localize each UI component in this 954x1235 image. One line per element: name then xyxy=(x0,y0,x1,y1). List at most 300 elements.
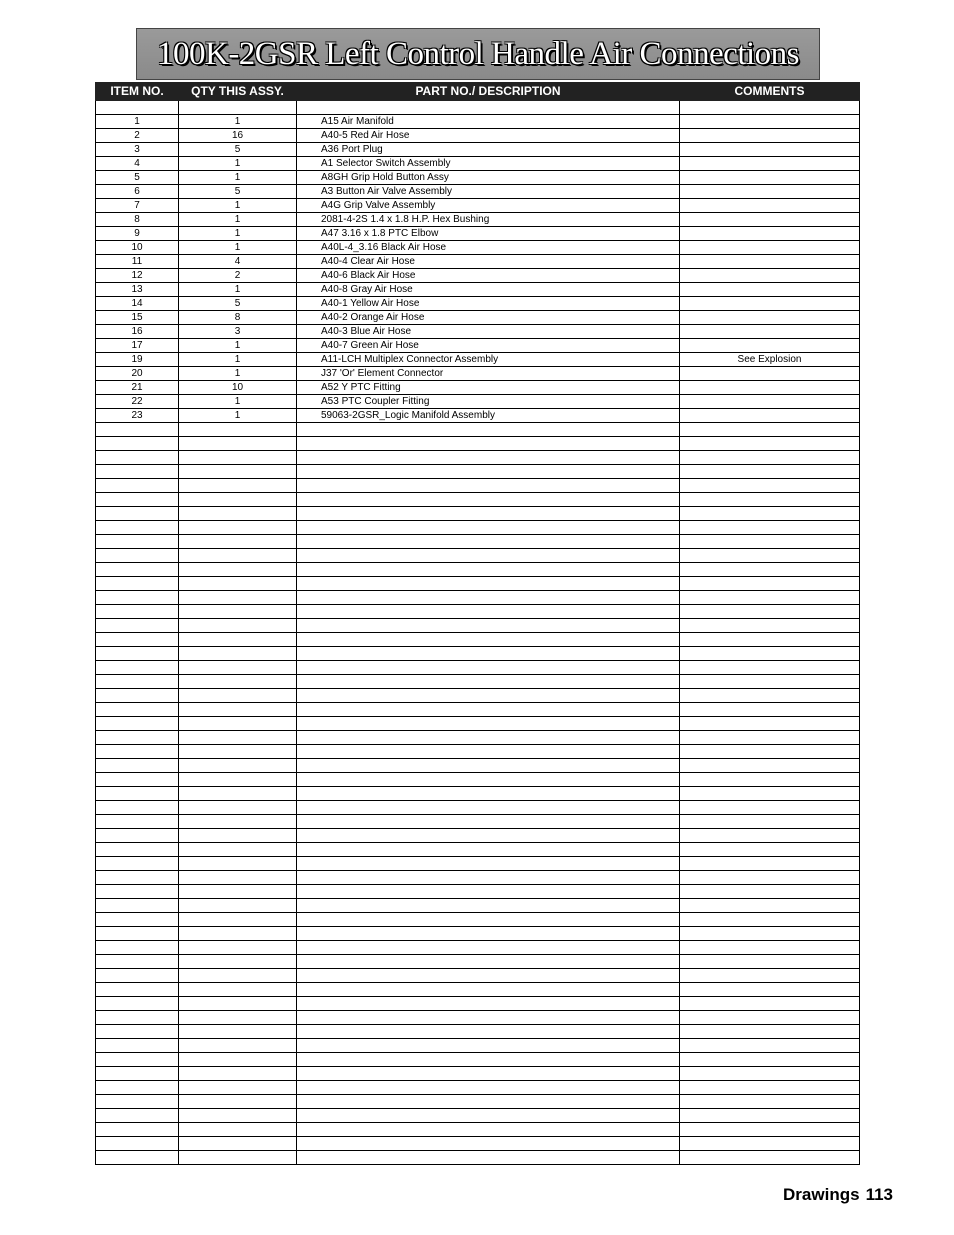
qty-cell: 4 xyxy=(179,255,297,269)
empty-cell xyxy=(680,983,860,997)
empty-cell xyxy=(179,703,297,717)
empty-cell xyxy=(680,633,860,647)
table-row xyxy=(96,311,860,325)
empty-cell xyxy=(297,1011,680,1025)
empty-cell xyxy=(297,437,680,451)
comments-cell xyxy=(680,283,860,297)
qty-cell: 1 xyxy=(179,241,297,255)
empty-cell xyxy=(297,1095,680,1109)
qty-cell: 3 xyxy=(179,325,297,339)
empty-cell xyxy=(297,857,680,871)
empty-cell xyxy=(680,465,860,479)
empty-cell xyxy=(179,1039,297,1053)
table-row-empty xyxy=(96,955,860,969)
empty-cell xyxy=(297,1067,680,1081)
empty-cell xyxy=(96,717,179,731)
empty-cell xyxy=(680,493,860,507)
table-row-empty xyxy=(96,1011,860,1025)
qty-cell: 1 xyxy=(179,409,297,423)
description-cell: A11-LCH Multiplex Connector Assembly xyxy=(297,353,680,367)
empty-cell xyxy=(179,955,297,969)
empty-cell xyxy=(680,1025,860,1039)
empty-cell xyxy=(96,689,179,703)
empty-cell xyxy=(179,465,297,479)
empty-cell xyxy=(297,465,680,479)
qty-cell: 1 xyxy=(179,171,297,185)
empty-cell xyxy=(96,591,179,605)
empty-cell xyxy=(96,563,179,577)
table-row-empty xyxy=(96,1151,860,1165)
empty-cell xyxy=(96,479,179,493)
empty-cell xyxy=(680,535,860,549)
table-row xyxy=(96,297,860,311)
empty-cell xyxy=(680,577,860,591)
footer-section: Drawings xyxy=(783,1185,860,1204)
empty-cell xyxy=(179,675,297,689)
empty-cell xyxy=(179,941,297,955)
empty-cell xyxy=(179,815,297,829)
table-row-empty xyxy=(96,745,860,759)
page-title: 100K-2GSR Left Control Handle Air Connections xyxy=(156,35,799,72)
empty-cell xyxy=(297,675,680,689)
empty-cell xyxy=(297,801,680,815)
empty-cell xyxy=(680,969,860,983)
empty-cell xyxy=(680,801,860,815)
empty-cell xyxy=(680,451,860,465)
item-no-cell: 2 xyxy=(96,129,179,143)
empty-cell xyxy=(179,689,297,703)
comments-cell xyxy=(680,129,860,143)
table-row xyxy=(96,143,860,157)
item-no-cell: 6 xyxy=(96,185,179,199)
qty-cell: 5 xyxy=(179,297,297,311)
empty-cell xyxy=(297,843,680,857)
empty-cell xyxy=(680,731,860,745)
table-row-empty xyxy=(96,437,860,451)
empty-cell xyxy=(179,1011,297,1025)
comments-cell xyxy=(680,325,860,339)
comments-cell xyxy=(680,255,860,269)
empty-cell xyxy=(680,815,860,829)
empty-cell xyxy=(297,983,680,997)
table-row-empty xyxy=(96,633,860,647)
empty-cell xyxy=(680,1053,860,1067)
empty-cell xyxy=(96,969,179,983)
empty-cell xyxy=(680,1081,860,1095)
table-row-empty xyxy=(96,493,860,507)
table-row xyxy=(96,227,860,241)
table-row-empty xyxy=(96,661,860,675)
table-row xyxy=(96,381,860,395)
description-cell: A40-1 Yellow Air Hose xyxy=(297,297,680,311)
empty-cell xyxy=(179,843,297,857)
empty-cell xyxy=(96,647,179,661)
comments-cell xyxy=(680,143,860,157)
item-no-cell: 11 xyxy=(96,255,179,269)
empty-cell xyxy=(297,479,680,493)
qty-cell: 1 xyxy=(179,353,297,367)
table-row xyxy=(96,129,860,143)
comments-cell xyxy=(680,311,860,325)
table-body xyxy=(96,101,860,1165)
comments-cell xyxy=(680,409,860,423)
item-no-cell: 3 xyxy=(96,143,179,157)
table-row-empty xyxy=(96,1109,860,1123)
empty-cell xyxy=(297,913,680,927)
qty-cell: 1 xyxy=(179,115,297,129)
description-cell: A15 Air Manifold xyxy=(297,115,680,129)
empty-cell xyxy=(680,591,860,605)
empty-cell xyxy=(297,871,680,885)
empty-cell xyxy=(96,1081,179,1095)
empty-cell xyxy=(680,745,860,759)
description-cell: 59063-2GSR_Logic Manifold Assembly xyxy=(297,409,680,423)
empty-cell xyxy=(680,717,860,731)
description-cell: A40L-4_3.16 Black Air Hose xyxy=(297,241,680,255)
empty-cell xyxy=(680,507,860,521)
empty-cell xyxy=(179,563,297,577)
empty-cell xyxy=(297,563,680,577)
empty-cell xyxy=(680,661,860,675)
table-row-empty xyxy=(96,423,860,437)
table-row xyxy=(96,241,860,255)
comments-cell xyxy=(680,269,860,283)
empty-cell xyxy=(179,927,297,941)
table-row xyxy=(96,367,860,381)
empty-cell xyxy=(297,815,680,829)
item-no-cell: 10 xyxy=(96,241,179,255)
table-row-empty xyxy=(96,1053,860,1067)
qty-cell: 1 xyxy=(179,199,297,213)
empty-cell xyxy=(96,1067,179,1081)
empty-cell xyxy=(96,521,179,535)
empty-cell xyxy=(179,885,297,899)
description-cell: A40-5 Red Air Hose xyxy=(297,129,680,143)
empty-cell xyxy=(179,1081,297,1095)
item-no-cell: 17 xyxy=(96,339,179,353)
empty-cell xyxy=(96,927,179,941)
item-no-cell: 7 xyxy=(96,199,179,213)
description-cell: A40-2 Orange Air Hose xyxy=(297,311,680,325)
table-row xyxy=(96,185,860,199)
comments-cell xyxy=(680,381,860,395)
empty-cell xyxy=(96,1109,179,1123)
table-row-empty xyxy=(96,885,860,899)
empty-cell xyxy=(179,1109,297,1123)
empty-cell xyxy=(96,941,179,955)
empty-cell xyxy=(179,493,297,507)
empty-cell xyxy=(680,899,860,913)
parts-table-container xyxy=(95,82,859,1165)
empty-cell xyxy=(96,745,179,759)
item-no-cell: 14 xyxy=(96,297,179,311)
table-row-empty xyxy=(96,759,860,773)
qty-cell: 10 xyxy=(179,381,297,395)
empty-cell xyxy=(680,955,860,969)
empty-cell xyxy=(680,857,860,871)
qty-cell: 2 xyxy=(179,269,297,283)
table-row xyxy=(96,199,860,213)
empty-cell xyxy=(680,1123,860,1137)
item-no-cell: 1 xyxy=(96,115,179,129)
item-no-cell: 21 xyxy=(96,381,179,395)
empty-cell xyxy=(96,535,179,549)
empty-cell xyxy=(96,633,179,647)
empty-cell xyxy=(680,675,860,689)
empty-cell xyxy=(680,1151,860,1165)
empty-cell xyxy=(680,1095,860,1109)
empty-cell xyxy=(680,997,860,1011)
empty-cell xyxy=(96,549,179,563)
empty-cell xyxy=(297,969,680,983)
empty-cell xyxy=(96,913,179,927)
empty-cell xyxy=(680,563,860,577)
empty-cell xyxy=(297,927,680,941)
qty-cell: 1 xyxy=(179,213,297,227)
empty-cell xyxy=(680,689,860,703)
empty-cell xyxy=(680,885,860,899)
empty-cell xyxy=(179,423,297,437)
table-row xyxy=(96,325,860,339)
empty-cell xyxy=(297,745,680,759)
empty-cell xyxy=(96,787,179,801)
empty-cell xyxy=(179,507,297,521)
empty-cell xyxy=(297,717,680,731)
qty-cell: 8 xyxy=(179,311,297,325)
empty-cell xyxy=(179,521,297,535)
table-row xyxy=(96,395,860,409)
empty-cell xyxy=(179,717,297,731)
empty-cell xyxy=(96,871,179,885)
empty-cell xyxy=(96,1039,179,1053)
empty-cell xyxy=(96,577,179,591)
empty-cell xyxy=(96,815,179,829)
description-cell: 2081-4-2S 1.4 x 1.8 H.P. Hex Bushing xyxy=(297,213,680,227)
empty-cell xyxy=(179,535,297,549)
empty-cell xyxy=(680,787,860,801)
description-cell: A40-3 Blue Air Hose xyxy=(297,325,680,339)
qty-cell: 16 xyxy=(179,129,297,143)
empty-cell xyxy=(96,857,179,871)
empty-cell xyxy=(297,1025,680,1039)
empty-cell xyxy=(179,605,297,619)
empty-cell xyxy=(96,731,179,745)
empty-cell xyxy=(297,1151,680,1165)
empty-cell xyxy=(96,1025,179,1039)
table-header-row xyxy=(96,83,860,101)
empty-cell xyxy=(179,1123,297,1137)
empty-cell xyxy=(680,423,860,437)
empty-cell xyxy=(297,605,680,619)
empty-cell xyxy=(680,549,860,563)
empty-cell xyxy=(680,843,860,857)
empty-cell xyxy=(96,619,179,633)
empty-cell xyxy=(179,1095,297,1109)
empty-cell xyxy=(680,941,860,955)
table-row-empty xyxy=(96,899,860,913)
description-cell: A1 Selector Switch Assembly xyxy=(297,157,680,171)
empty-cell xyxy=(179,899,297,913)
empty-cell xyxy=(179,731,297,745)
empty-cell xyxy=(297,591,680,605)
empty-cell xyxy=(680,927,860,941)
item-no-cell: 13 xyxy=(96,283,179,297)
empty-cell xyxy=(680,479,860,493)
empty-cell xyxy=(96,773,179,787)
empty-cell xyxy=(680,773,860,787)
item-no-cell: 8 xyxy=(96,213,179,227)
table-row-empty xyxy=(96,507,860,521)
empty-cell xyxy=(297,759,680,773)
empty-cell xyxy=(297,703,680,717)
table-row-empty xyxy=(96,969,860,983)
empty-cell xyxy=(680,759,860,773)
table-row-empty xyxy=(96,619,860,633)
table-row-empty xyxy=(96,1123,860,1137)
comments-cell xyxy=(680,241,860,255)
table-row xyxy=(96,157,860,171)
table-row-empty xyxy=(96,717,860,731)
empty-cell xyxy=(96,507,179,521)
table-row xyxy=(96,213,860,227)
empty-cell xyxy=(179,857,297,871)
empty-cell xyxy=(680,1109,860,1123)
table-row-empty xyxy=(96,577,860,591)
empty-cell xyxy=(297,899,680,913)
table-row-empty xyxy=(96,843,860,857)
empty-cell xyxy=(297,885,680,899)
empty-cell xyxy=(179,577,297,591)
header-item-no: ITEM NO. xyxy=(96,83,179,101)
empty-cell xyxy=(96,437,179,451)
empty-cell xyxy=(179,1137,297,1151)
empty-cell xyxy=(96,493,179,507)
header-description: PART NO./ DESCRIPTION xyxy=(297,83,680,101)
table-row-empty xyxy=(96,871,860,885)
empty-cell xyxy=(179,773,297,787)
empty-cell xyxy=(297,423,680,437)
item-no-cell: 15 xyxy=(96,311,179,325)
comments-cell xyxy=(680,213,860,227)
empty-cell xyxy=(297,633,680,647)
table-row-empty xyxy=(96,1039,860,1053)
empty-cell xyxy=(96,899,179,913)
header-comments: COMMENTS xyxy=(680,83,860,101)
table-row-empty xyxy=(96,1067,860,1081)
empty-cell xyxy=(96,829,179,843)
empty-cell xyxy=(179,913,297,927)
item-no-cell: 16 xyxy=(96,325,179,339)
empty-cell xyxy=(680,703,860,717)
description-cell: A8GH Grip Hold Button Assy xyxy=(297,171,680,185)
empty-cell xyxy=(680,437,860,451)
item-no-cell: 23 xyxy=(96,409,179,423)
empty-cell xyxy=(297,787,680,801)
table-row-empty xyxy=(96,983,860,997)
table-spacer-row xyxy=(96,101,860,115)
item-no-cell: 4 xyxy=(96,157,179,171)
description-cell: A40-4 Clear Air Hose xyxy=(297,255,680,269)
qty-cell: 1 xyxy=(179,367,297,381)
page-title-banner xyxy=(136,28,820,80)
qty-cell: 1 xyxy=(179,227,297,241)
table-row-empty xyxy=(96,675,860,689)
qty-cell: 1 xyxy=(179,395,297,409)
empty-cell xyxy=(297,955,680,969)
empty-cell xyxy=(96,759,179,773)
table-row-empty xyxy=(96,451,860,465)
table-row-empty xyxy=(96,1025,860,1039)
table-row-empty xyxy=(96,549,860,563)
comments-cell xyxy=(680,367,860,381)
empty-cell xyxy=(297,1137,680,1151)
empty-cell xyxy=(96,843,179,857)
empty-cell xyxy=(297,1123,680,1137)
empty-cell xyxy=(297,1053,680,1067)
table-row-empty xyxy=(96,1137,860,1151)
comments-cell xyxy=(680,115,860,129)
empty-cell xyxy=(297,451,680,465)
table-row-empty xyxy=(96,801,860,815)
table-row xyxy=(96,171,860,185)
table-row-empty xyxy=(96,605,860,619)
table-row-empty xyxy=(96,927,860,941)
comments-cell xyxy=(680,157,860,171)
empty-cell xyxy=(680,1137,860,1151)
table-row xyxy=(96,353,860,367)
empty-cell xyxy=(680,619,860,633)
empty-cell xyxy=(179,1053,297,1067)
empty-cell xyxy=(680,1039,860,1053)
item-no-cell: 9 xyxy=(96,227,179,241)
empty-cell xyxy=(179,1025,297,1039)
empty-cell xyxy=(179,829,297,843)
comments-cell: See Explosion xyxy=(680,353,860,367)
empty-cell xyxy=(179,479,297,493)
table-row-empty xyxy=(96,647,860,661)
empty-cell xyxy=(297,493,680,507)
comments-cell xyxy=(680,185,860,199)
item-no-cell: 22 xyxy=(96,395,179,409)
description-cell: A40-8 Gray Air Hose xyxy=(297,283,680,297)
empty-cell xyxy=(179,745,297,759)
table-row-empty xyxy=(96,773,860,787)
empty-cell xyxy=(96,605,179,619)
empty-cell xyxy=(96,675,179,689)
empty-cell xyxy=(297,619,680,633)
table-row xyxy=(96,409,860,423)
qty-cell: 1 xyxy=(179,339,297,353)
empty-cell xyxy=(179,647,297,661)
table-row xyxy=(96,255,860,269)
empty-cell xyxy=(297,521,680,535)
table-row-empty xyxy=(96,815,860,829)
description-cell: A3 Button Air Valve Assembly xyxy=(297,185,680,199)
empty-cell xyxy=(297,1081,680,1095)
empty-cell xyxy=(297,535,680,549)
empty-cell xyxy=(179,591,297,605)
empty-cell xyxy=(297,1039,680,1053)
empty-cell xyxy=(179,619,297,633)
page-number: 113 xyxy=(865,1185,893,1204)
table-row-empty xyxy=(96,913,860,927)
empty-cell xyxy=(96,423,179,437)
item-no-cell: 19 xyxy=(96,353,179,367)
empty-cell xyxy=(96,661,179,675)
qty-cell: 5 xyxy=(179,185,297,199)
qty-cell: 1 xyxy=(179,157,297,171)
empty-cell xyxy=(297,1109,680,1123)
